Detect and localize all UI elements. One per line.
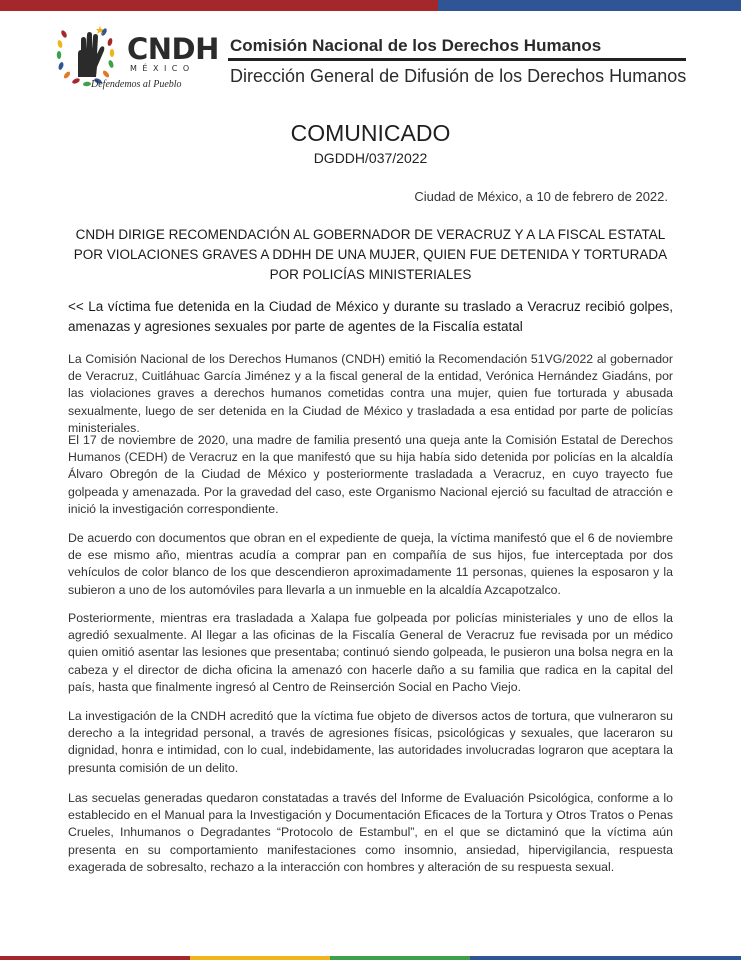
header-divider — [228, 58, 686, 61]
top-bar-red — [0, 0, 438, 11]
document-reference: DGDDH/037/2022 — [313, 150, 428, 166]
body-paragraph-6: Las secuelas generadas quedaron constatadas a través del Informe de Evaluación Psicológica, conforme a lo establecido en el Manual para la Investigación y Documentación Eficaces de la Tortura y Otros Tratos o Penas Crueles, Inhumanos o Degradantes “Protocolo de Estambul”, en el que se dictaminó que la víctima aún presenta en su comportamiento manifestaciones como insomnio, ansiedad, hipervigilancia, respuesta exagerada de sobresalto, rechazo a la interacción con hombres y alteración de su respuesta sexual. — [68, 791, 673, 874]
bottom-bar-blue — [470, 956, 741, 960]
logo-motto: Defendemos al Pueblo — [91, 79, 182, 90]
logo-name: CNDH — [127, 32, 219, 66]
press-headline: CNDH DIRIGE RECOMENDACIÓN AL GOBERNADOR DE VERACRUZ Y A LA FISCAL ESTATAL POR VIOLACIONES GRAVES A DDHH DE UNA MUJER, QUIEN FUE DETENIDA Y TORTURADA POR POLICÍAS MINISTERIALES — [73, 227, 668, 282]
body-paragraph-1: La Comisión Nacional de los Derechos Humanos (CNDH) emitió la Recomendación 51VG/2022 al gobernador de Veracruz, Cuitláhuac García Jiménez y a la fiscal general de la entidad, Verónica Hernández Giadáns, por las violaciones graves a derechos humanos cometidas contra una mujer, quien fue torturada y abusada sexualmente, luego de ser detenida en la Ciudad de México y trasladada a esa entidad por parte de policías ministeriales. — [68, 352, 673, 435]
top-bar-blue — [438, 0, 741, 11]
bottom-bar-green — [330, 956, 470, 960]
bottom-bar-yellow — [190, 956, 330, 960]
body-paragraph-4: Posteriormente, mientras era trasladada a Xalapa fue golpeada por policías ministeriales y uno de ellos la agredió sexualmente. Al llegar a las oficinas de la Fiscalía General de Veracruz fue revisada por un médico quien omitió asentar las lesiones que presentaba; continuó siendo golpeada, le pusieron una bolsa negra en la cabeza y el director de dicha oficina la amenazó con hacerle daño a su familia que radica en la capital del país, hasta que finalmente ingresó al Centro de Reinserción Social en Pacho Viejo. — [68, 611, 673, 694]
body-paragraph-5: La investigación de la CNDH acreditó que la víctima fue objeto de diversos actos de tortura, que vulneraron su derecho a la integridad personal, a través de agresiones físicas, psicológicas y sexuales, que laceraron su dignidad, honra e intimidad, con lo cual, indebidamente, las autoridades involucradas lograron que aceptara la presunta comisión de un delito. — [68, 709, 673, 775]
document-heading: COMUNICADO — [290, 120, 451, 146]
dateline: Ciudad de México, a 10 de febrero de 2022. — [414, 189, 668, 204]
bottom-bar-red — [0, 956, 190, 960]
body-paragraph-3: De acuerdo con documentos que obran en el expediente de queja, la víctima manifestó que el 6 de noviembre de ese mismo año, mientras acudía a comprar pan en compañía de sus hijos, fue interceptada por dos vehículos de color blanco de los que descendieron aproximadamente 11 personas, quienes la esposaron y la subieron a uno de los automóviles para llevarla a un inmueble en la alcaldía Azcapotzalco. — [68, 531, 673, 597]
department-title: Dirección General de Difusión de los Derechos Humanos — [230, 66, 687, 86]
bottom-color-bar — [0, 956, 741, 960]
logo-country: MÉXICO — [130, 64, 195, 73]
organization-title: Comisión Nacional de los Derechos Humanos — [230, 36, 602, 55]
hand-icon — [78, 32, 104, 77]
body-paragraph-2: El 17 de noviembre de 2020, una madre de familia presentó una queja ante la Comisión Estatal de Derechos Humanos (CEDH) de Veracruz en la que manifestó que su hija había sido detenida por policías en la alcaldía Álvaro Obregón de la Ciudad de México y posteriormente trasladada a Veracruz, en cuyo trayecto fue golpeada y amenazada. Por la gravedad del caso, este Organismo Nacional ejerció su facultad de atracción e inició la investigación correspondiente. — [68, 433, 673, 516]
top-color-bar — [0, 0, 741, 11]
press-lead: << La víctima fue detenida en la Ciudad de México y durante su traslado a Veracruz recibió golpes, amenazas y agresiones sexuales por parte de agentes de la Fiscalía estatal — [68, 299, 673, 334]
